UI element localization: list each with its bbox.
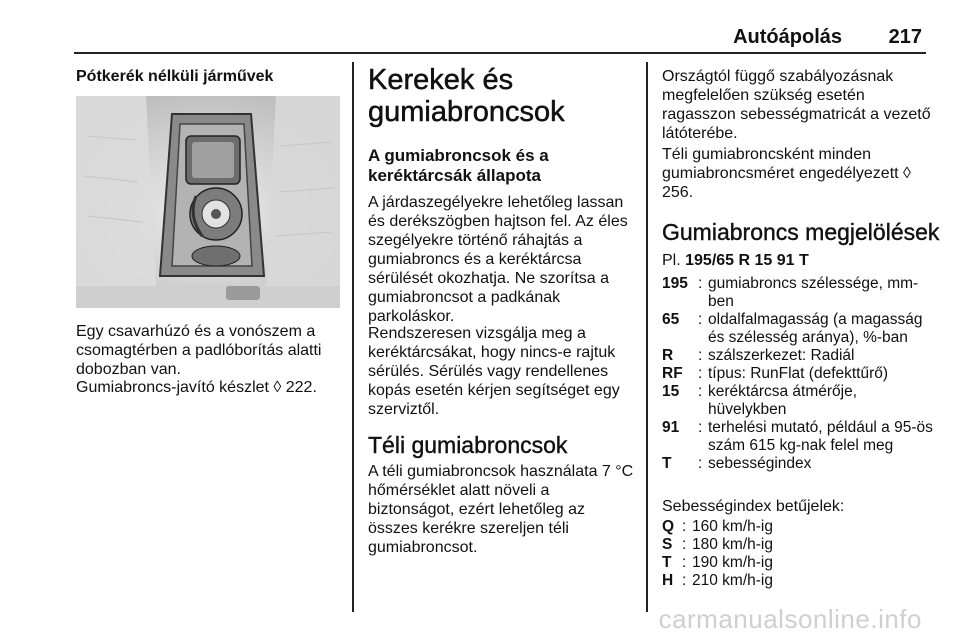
code-row <box>662 365 938 383</box>
column-divider-left <box>352 62 354 612</box>
section-title-tyre-markings: Gumiabroncs megjelölések <box>662 219 940 245</box>
speed-value: 210 km/h-ig <box>692 572 773 589</box>
code-desc: gumiabroncs szélessége, mm-ben <box>708 275 919 310</box>
speed-key: H <box>662 572 674 589</box>
speed-sep: : <box>682 536 687 553</box>
example-line <box>662 251 932 270</box>
speed-row <box>662 536 938 554</box>
speed-index-list <box>662 518 938 590</box>
tyre-code-list <box>662 275 938 473</box>
code-desc: keréktárcsa átmérője, hüvelykben <box>708 383 858 418</box>
column-divider-right <box>646 62 648 612</box>
code-desc: szálszerkezet: Radiál <box>708 347 855 364</box>
code-sep: : <box>698 275 703 292</box>
speed-row <box>662 518 938 536</box>
code-sep: : <box>698 311 703 328</box>
section-heading-no-spare: Pótkerék nélküli járművek <box>76 68 274 85</box>
speed-key: T <box>662 554 672 571</box>
code-sep: : <box>698 455 703 472</box>
code-row <box>662 275 938 311</box>
code-sep: : <box>698 383 703 400</box>
speed-index-heading: Sebességindex betűjelek: <box>662 498 845 515</box>
para-curbs: A járdaszegélyekre lehetőleg lassan és derékszögben hajtson fel. Az éles szegélyekre történő ráhajtás a gumiabroncs és a keréktárcsa sérülését okozhatja. Ne szorítsa a gumiabroncsot a padkának parkoláskor. <box>368 194 628 325</box>
code-row <box>662 383 938 419</box>
example-prefix: Pl. <box>662 252 681 269</box>
chapter-title: Kerekek és gumiabroncsok <box>368 64 565 128</box>
code-row <box>662 347 938 365</box>
code-row <box>662 455 938 473</box>
speed-value: 180 km/h-ig <box>692 536 773 553</box>
trunk-floor-image <box>76 96 340 308</box>
code-key: 91 <box>662 419 680 436</box>
para-inspect-rims: Rendszeresen vizsgálja meg a keréktárcsákat, hogy nincs-e rajtuk sérülés. Sérülés vagy rendellenes kopás esetén kérjen segítséget egy szerviztől. <box>368 325 620 418</box>
para-winter-sizes: Téli gumiabroncsként minden gumiabroncsméret engedélyezett ◊ 256. <box>662 146 911 201</box>
para-speed-sticker: Országtól függő szabályozásnak megfelelően szükség esetén ragasszon sebességmatricát a vezető látóterébe. <box>662 68 931 142</box>
para-screwdriver: Egy csavarhúzó és a vonószem a csomagtérben a padlóborítás alatti dobozban van. <box>76 323 322 378</box>
code-key: 15 <box>662 383 680 400</box>
para-winter-tyres: A téli gumiabroncsok használata 7 °C hőmérséklet alatt növeli a biztonságot, ezért lehetőleg az összes kerékre szereljen téli gumiabroncsot. <box>368 463 634 556</box>
header-rule <box>74 52 926 54</box>
code-sep: : <box>698 419 703 436</box>
code-desc: típus: RunFlat (defekttűrő) <box>708 365 889 382</box>
trunk-photo <box>76 96 340 308</box>
watermark: carmanualsonline.info <box>658 604 922 634</box>
code-key: RF <box>662 365 683 382</box>
speed-value: 160 km/h-ig <box>692 518 773 535</box>
page-number: 217 <box>888 26 922 48</box>
speed-sep: : <box>682 518 687 535</box>
code-key: 65 <box>662 311 680 328</box>
code-row <box>662 419 938 455</box>
code-key: R <box>662 347 674 364</box>
speed-sep: : <box>682 554 687 571</box>
code-desc: oldalfalmagasság (a magasság és szélesség aránya), %-ban <box>708 311 923 346</box>
para-repair-kit: Gumiabroncs-javító készlet ◊ 222. <box>76 379 317 396</box>
code-row <box>662 311 938 347</box>
speed-key: S <box>662 536 673 553</box>
example-code: 195/65 R 15 91 T <box>685 252 809 269</box>
speed-sep: : <box>682 572 687 589</box>
code-sep: : <box>698 347 703 364</box>
speed-row <box>662 554 938 572</box>
subheading-tyre-condition: A gumiabroncsok és a keréktárcsák állapota <box>368 146 549 185</box>
speed-value: 190 km/h-ig <box>692 554 773 571</box>
speed-key: Q <box>662 518 675 535</box>
speed-row <box>662 572 938 590</box>
code-sep: : <box>698 365 703 382</box>
page-header-title: Autóápolás <box>733 26 842 48</box>
code-key: T <box>662 455 672 472</box>
subheading-winter-tyres: Téli gumiabroncsok <box>368 432 568 458</box>
code-desc: terhelési mutató, például a 95-ös szám 615 kg-nak felel meg <box>708 419 933 454</box>
code-key: 195 <box>662 275 688 292</box>
code-desc: sebességindex <box>708 455 812 472</box>
